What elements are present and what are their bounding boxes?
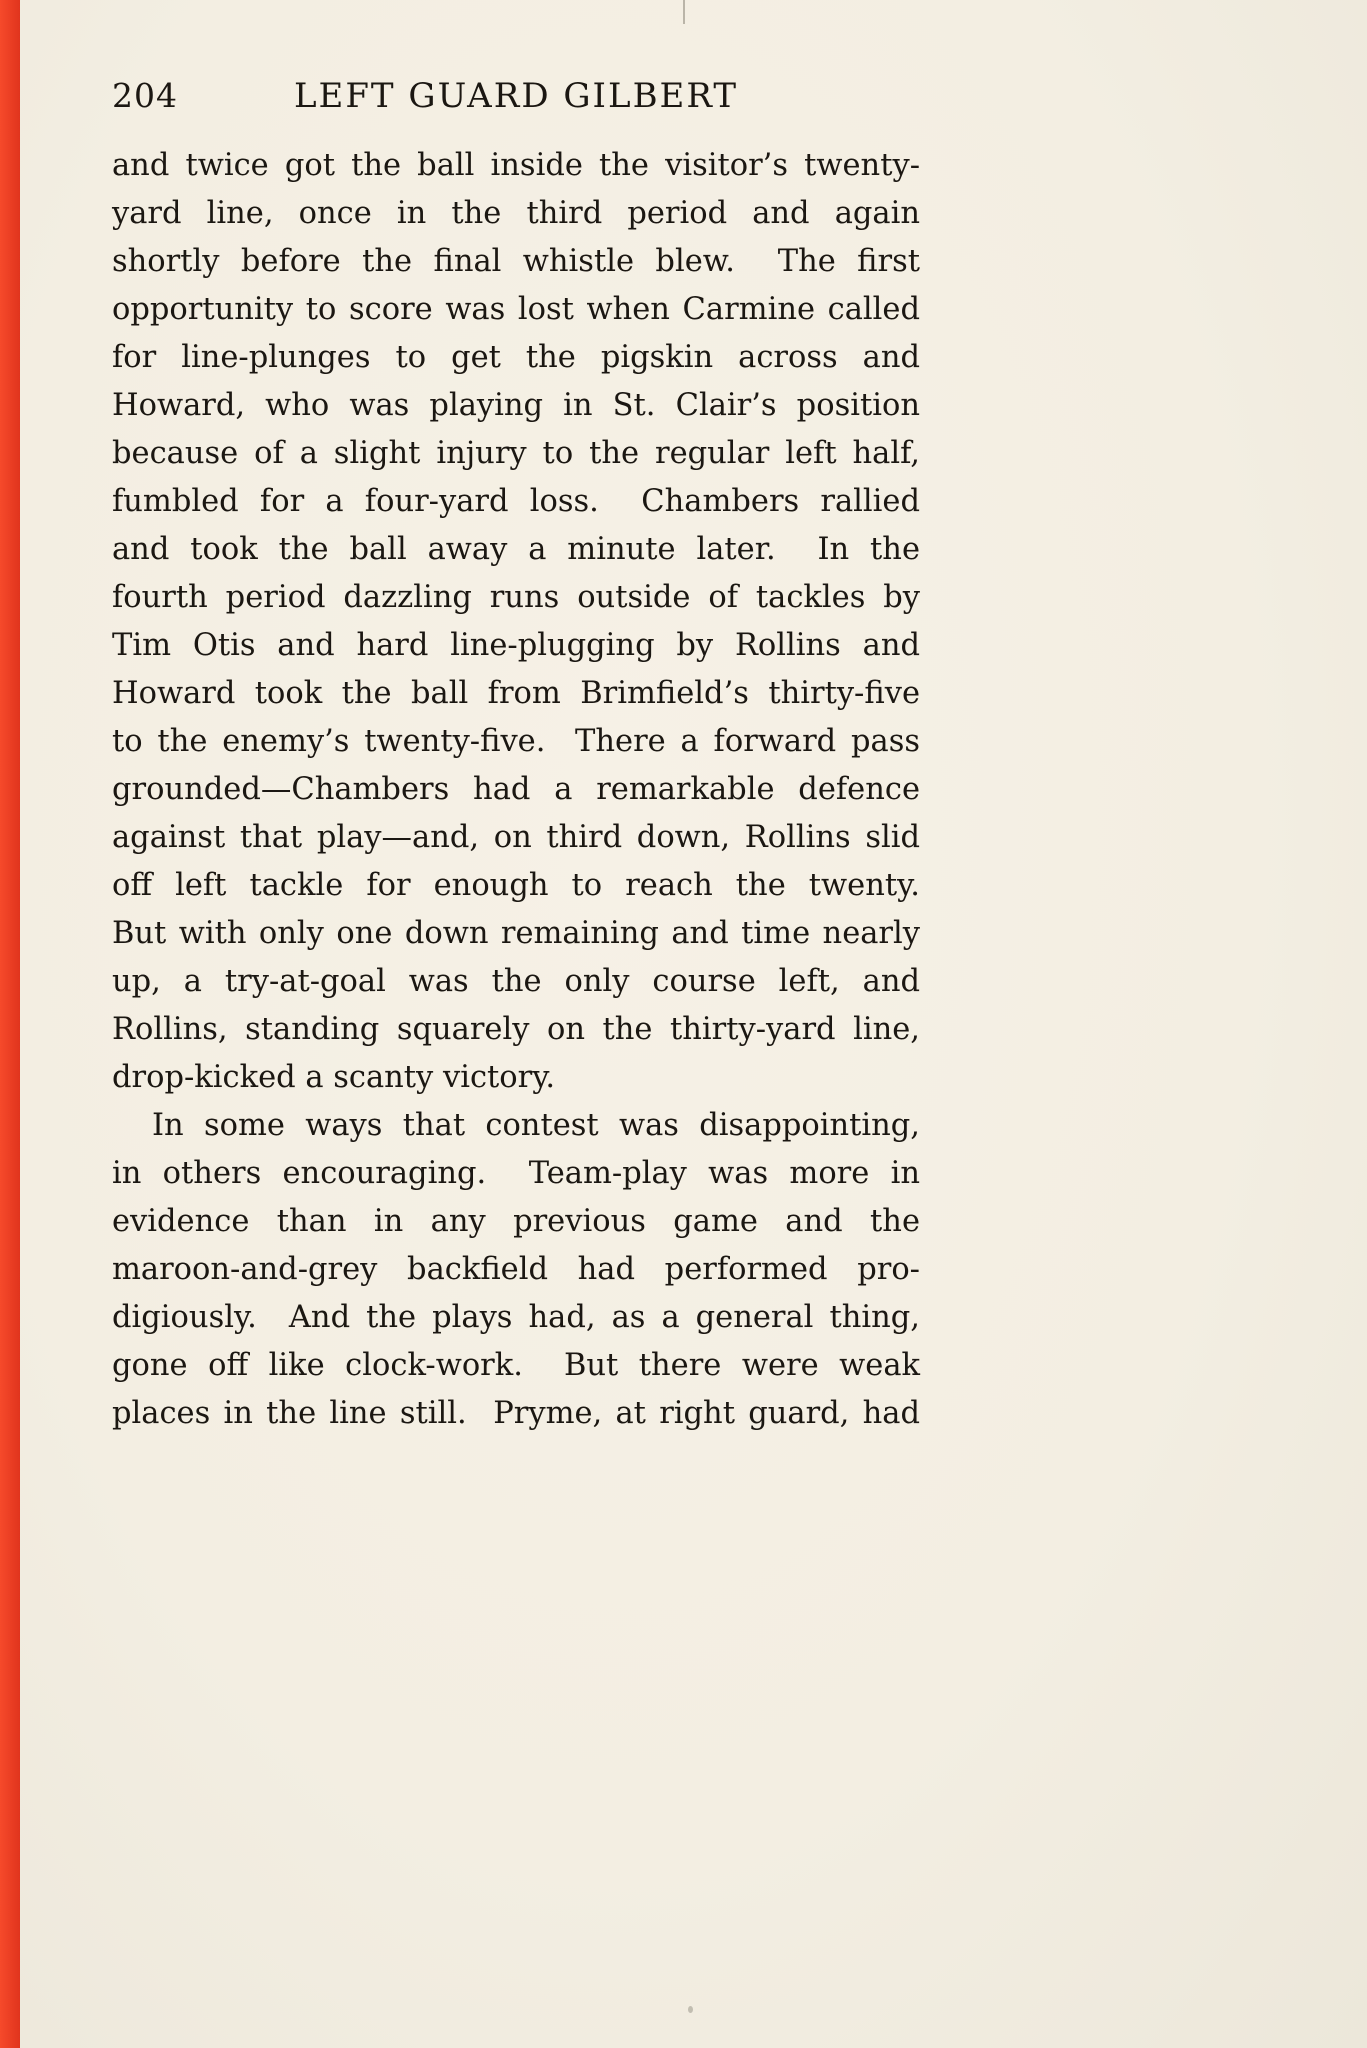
text-line: against that play—and, on third down, Rollins slid — [112, 820, 920, 855]
scan-artifact-top — [683, 0, 685, 24]
text-line: grounded—Chambers had a remarkable defence — [112, 772, 920, 807]
text-line: opportunity to score was lost when Carmine called — [112, 292, 920, 327]
text-line: and took the ball away a minute later. In the — [112, 532, 920, 567]
text-line: places in the line still. Pryme, at right guard, had — [112, 1396, 920, 1431]
running-title: LEFT GUARD GILBERT — [293, 76, 739, 116]
text-line: and twice got the ball inside the visitor’s twenty- — [112, 148, 920, 183]
text-line: Howard took the ball from Brimfield’s thirty-five — [112, 676, 920, 711]
text-line: digiously. And the plays had, as a general thing, — [112, 1300, 920, 1335]
text-line: Rollins, standing squarely on the thirty-yard line, — [112, 1012, 920, 1047]
body-text-block — [112, 142, 920, 1438]
page-number: 204 — [112, 76, 178, 115]
text-line: up, a try-at-goal was the only course left, and — [112, 964, 920, 999]
text-line: in others encouraging. Team-play was more in — [112, 1156, 920, 1191]
text-line: because of a slight injury to the regular left half, — [112, 436, 920, 471]
text-line: off left tackle for enough to reach the twenty. — [112, 868, 920, 903]
text-line: But with only one down remaining and time nearly — [112, 916, 920, 951]
text-line: for line-plunges to get the pigskin across and — [112, 340, 920, 375]
text-line: to the enemy’s twenty-five. There a forward pass — [112, 724, 920, 759]
text-line: In some ways that contest was disappointing, — [152, 1108, 920, 1143]
text-line: drop-kicked a scanty victory. — [112, 1060, 556, 1095]
text-line: maroon-and-grey backfield had performed pro- — [112, 1252, 920, 1287]
text-line: yard line, once in the third period and again — [112, 196, 920, 231]
page-edge-strip-color — [0, 0, 20, 2048]
text-line: gone off like clock-work. But there were weak — [112, 1348, 920, 1383]
page-header — [112, 76, 920, 120]
text-line: Tim Otis and hard line-plugging by Rollins and — [112, 628, 920, 663]
text-line: fumbled for a four-yard loss. Chambers rallied — [112, 484, 920, 519]
text-line: shortly before the final whistle blew. The first — [112, 244, 920, 279]
page-edge-strip — [0, 0, 20, 2048]
text-line: evidence than in any previous game and the — [112, 1204, 920, 1239]
text-line: fourth period dazzling runs outside of tackles by — [112, 580, 920, 615]
text-line: Howard, who was playing in St. Clair’s position — [112, 388, 920, 423]
scan-artifact-bottom — [688, 2006, 693, 2013]
